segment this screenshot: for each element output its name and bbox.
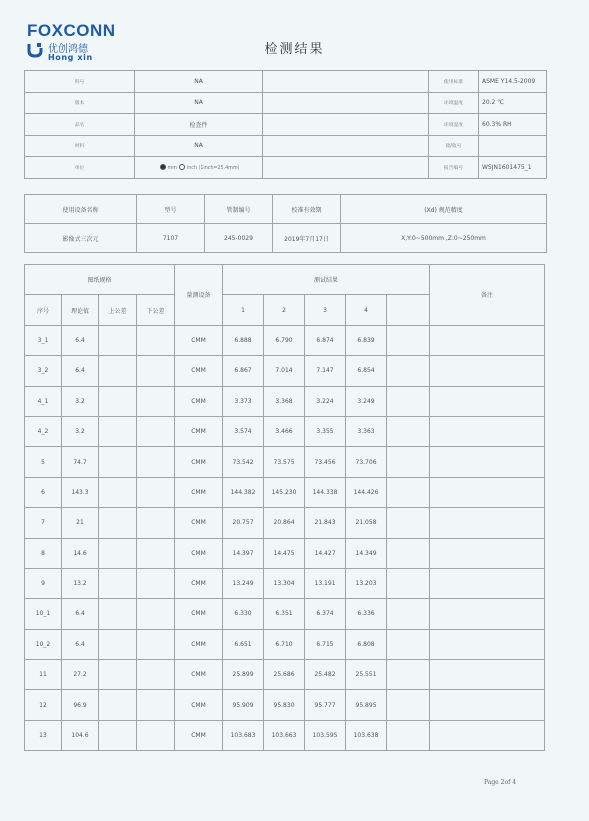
result-value: 73.575 [264, 447, 305, 477]
table-row [25, 629, 545, 659]
lower-tolerance [137, 447, 175, 477]
page-title: 检测结果 [264, 42, 325, 57]
upper-tolerance [99, 538, 137, 568]
remark-cell [430, 325, 545, 355]
row-id: 3_2 [25, 356, 62, 386]
equipment-value-row [25, 224, 547, 253]
report-label: 报告编号 [429, 157, 479, 179]
sub-header: 下公差 [137, 295, 175, 325]
remark-header: 备注 [430, 265, 545, 326]
upper-tolerance [99, 416, 137, 446]
info-value: 60.3% RH [479, 114, 547, 136]
info-label: 使用标准 [429, 71, 479, 93]
sub-header: 序号 [25, 295, 62, 325]
method: CMM [175, 356, 223, 386]
result-value: 3.373 [223, 386, 264, 416]
upper-tolerance [99, 508, 137, 538]
result-value: 6.888 [223, 325, 264, 355]
row-id: 10_2 [25, 629, 62, 659]
lower-tolerance [137, 629, 175, 659]
method: CMM [175, 508, 223, 538]
remark-cell [430, 629, 545, 659]
equipment-header-row [25, 195, 547, 224]
nominal-value: 27.2 [62, 660, 99, 690]
row-id: 10_1 [25, 599, 62, 629]
method: CMM [175, 538, 223, 568]
equipment-header: 管制编号 [205, 195, 273, 224]
remark-cell [430, 477, 545, 507]
upper-tolerance [99, 629, 137, 659]
remark-cell [430, 690, 545, 720]
info-label: 接/收号 [429, 135, 479, 157]
empty-cell [387, 325, 430, 355]
upper-tolerance [99, 325, 137, 355]
table-row [25, 356, 545, 386]
sample-number: 4 [346, 295, 387, 325]
info-label: 环境湿度 [429, 114, 479, 136]
method: CMM [175, 416, 223, 446]
result-value: 95.830 [264, 690, 305, 720]
unit-inch-label: inch (1inch=25.4mm) [186, 165, 240, 171]
logo-wordmark: FOXCONN [27, 21, 116, 40]
remark-cell [430, 538, 545, 568]
result-value: 73.706 [346, 447, 387, 477]
result-value: 6.651 [223, 629, 264, 659]
lower-tolerance [137, 660, 175, 690]
remark-cell [430, 447, 545, 477]
equipment-value: X,Y:0~500mm ,Z:0~250mm [341, 224, 547, 253]
empty-cell [263, 157, 429, 179]
sub-header: 理论值 [62, 295, 99, 325]
info-label: 材料 [25, 135, 135, 157]
result-value: 145.230 [264, 477, 305, 507]
page-number: Page 2of 4 [484, 779, 517, 786]
info-row-unit [25, 157, 547, 179]
row-id: 8 [25, 538, 62, 568]
method: CMM [175, 477, 223, 507]
nominal-value: 6.4 [62, 356, 99, 386]
table-row [25, 325, 545, 355]
result-value: 25.686 [264, 660, 305, 690]
spec-header: 图纸规格 [25, 265, 175, 295]
nominal-value: 6.4 [62, 599, 99, 629]
upper-tolerance [99, 356, 137, 386]
results-table [24, 264, 545, 751]
results-header: 测试结果 [223, 265, 430, 295]
result-value: 3.224 [305, 386, 346, 416]
nominal-value: 104.6 [62, 720, 99, 750]
unit-label: 单位 [25, 157, 135, 179]
equipment-value: 影像式三次元 [25, 224, 137, 253]
empty-cell [263, 71, 429, 93]
remark-cell [430, 599, 545, 629]
result-value: 14.397 [223, 538, 264, 568]
info-row [25, 135, 547, 157]
empty-cell [387, 416, 430, 446]
lower-tolerance [137, 538, 175, 568]
method: CMM [175, 599, 223, 629]
nominal-value: 3.2 [62, 386, 99, 416]
unit-mm-radio[interactable] [160, 164, 166, 170]
table-row [25, 508, 545, 538]
method: CMM [175, 660, 223, 690]
upper-tolerance [99, 477, 137, 507]
result-value: 3.355 [305, 416, 346, 446]
row-id: 4_2 [25, 416, 62, 446]
remark-cell [430, 660, 545, 690]
result-value: 6.336 [346, 599, 387, 629]
result-value: 25.482 [305, 660, 346, 690]
result-value: 144.338 [305, 477, 346, 507]
row-id: 6 [25, 477, 62, 507]
nominal-value: 6.4 [62, 325, 99, 355]
result-value: 103.663 [264, 720, 305, 750]
result-value: 13.249 [223, 568, 264, 598]
info-value: 20.2 ℃ [479, 92, 547, 114]
empty-cell [387, 295, 430, 325]
result-value: 6.874 [305, 325, 346, 355]
sub-header: 上公差 [99, 295, 137, 325]
info-table [24, 70, 547, 179]
equipment-header: 型号 [137, 195, 205, 224]
result-value: 6.854 [346, 356, 387, 386]
table-row [25, 386, 545, 416]
equipment-header: (Xd) 规范精度 [341, 195, 547, 224]
method: CMM [175, 447, 223, 477]
result-value: 7.014 [264, 356, 305, 386]
lower-tolerance [137, 690, 175, 720]
result-value: 6.330 [223, 599, 264, 629]
row-id: 7 [25, 508, 62, 538]
method: CMM [175, 690, 223, 720]
result-value: 13.304 [264, 568, 305, 598]
empty-cell [387, 386, 430, 416]
nominal-value: 6.4 [62, 629, 99, 659]
lower-tolerance [137, 508, 175, 538]
info-row [25, 92, 547, 114]
lower-tolerance [137, 356, 175, 386]
result-value: 144.426 [346, 477, 387, 507]
sample-number: 2 [264, 295, 305, 325]
empty-cell [387, 599, 430, 629]
result-value: 6.715 [305, 629, 346, 659]
result-value: 3.466 [264, 416, 305, 446]
result-value: 73.456 [305, 447, 346, 477]
empty-cell [387, 508, 430, 538]
equipment-header: 使用设备名称 [25, 195, 137, 224]
lower-tolerance [137, 416, 175, 446]
nominal-value: 14.6 [62, 538, 99, 568]
result-value: 6.790 [264, 325, 305, 355]
table-row [25, 477, 545, 507]
info-value: NA [135, 71, 263, 93]
row-id: 5 [25, 447, 62, 477]
info-row [25, 71, 547, 93]
results-header-row [25, 265, 545, 295]
result-value: 3.363 [346, 416, 387, 446]
upper-tolerance [99, 720, 137, 750]
result-value: 95.909 [223, 690, 264, 720]
lower-tolerance [137, 477, 175, 507]
nominal-value: 143.3 [62, 477, 99, 507]
empty-cell [387, 477, 430, 507]
upper-tolerance [99, 599, 137, 629]
result-value: 21.843 [305, 508, 346, 538]
result-value: 20.864 [264, 508, 305, 538]
unit-mm-label: mm [167, 165, 177, 171]
nominal-value: 13.2 [62, 568, 99, 598]
empty-cell [387, 690, 430, 720]
result-value: 144.382 [223, 477, 264, 507]
upper-tolerance [99, 690, 137, 720]
lower-tolerance [137, 720, 175, 750]
remark-cell [430, 720, 545, 750]
info-label: 版本 [25, 92, 135, 114]
remark-cell [430, 356, 545, 386]
result-value: 25.551 [346, 660, 387, 690]
row-id: 9 [25, 568, 62, 598]
empty-cell [387, 720, 430, 750]
empty-cell [263, 135, 429, 157]
result-value: 13.203 [346, 568, 387, 598]
info-label: 环境温度 [429, 92, 479, 114]
result-value: 103.638 [346, 720, 387, 750]
result-value: 73.542 [223, 447, 264, 477]
result-value: 6.839 [346, 325, 387, 355]
info-label: 料号 [25, 71, 135, 93]
result-value: 3.249 [346, 386, 387, 416]
upper-tolerance [99, 660, 137, 690]
equipment-value: 7107 [137, 224, 205, 253]
unit-inch-radio[interactable] [179, 164, 185, 170]
empty-cell [263, 114, 429, 136]
lower-tolerance [137, 568, 175, 598]
sample-number: 3 [305, 295, 346, 325]
table-row [25, 568, 545, 598]
info-value: NA [135, 135, 263, 157]
method-header: 量测设备 [175, 265, 223, 326]
result-value: 13.191 [305, 568, 346, 598]
empty-cell [387, 447, 430, 477]
result-value: 3.574 [223, 416, 264, 446]
result-value: 95.777 [305, 690, 346, 720]
row-id: 3_1 [25, 325, 62, 355]
table-row [25, 660, 545, 690]
empty-cell [387, 538, 430, 568]
result-value: 25.899 [223, 660, 264, 690]
remark-cell [430, 416, 545, 446]
nominal-value: 96.9 [62, 690, 99, 720]
info-value: 检查件 [135, 114, 263, 136]
result-value: 6.374 [305, 599, 346, 629]
method: CMM [175, 568, 223, 598]
unit-options [135, 157, 263, 179]
nominal-value: 21 [62, 508, 99, 538]
result-value: 103.595 [305, 720, 346, 750]
upper-tolerance [99, 568, 137, 598]
result-value: 20.757 [223, 508, 264, 538]
info-label: 品名 [25, 114, 135, 136]
row-id: 11 [25, 660, 62, 690]
info-value: ASME Y14.5-2009 [479, 71, 547, 93]
result-value: 14.475 [264, 538, 305, 568]
equipment-table [24, 194, 547, 253]
lower-tolerance [137, 325, 175, 355]
empty-cell [387, 629, 430, 659]
remark-cell [430, 386, 545, 416]
logo-chinese-name: 优创鸿德 [48, 44, 88, 55]
table-row [25, 447, 545, 477]
result-value: 6.710 [264, 629, 305, 659]
method: CMM [175, 720, 223, 750]
result-value: 7.147 [305, 356, 346, 386]
result-value: 103.683 [223, 720, 264, 750]
equipment-value: 2019年7月17日 [273, 224, 341, 253]
method: CMM [175, 386, 223, 416]
info-value: NA [135, 92, 263, 114]
upper-tolerance [99, 386, 137, 416]
empty-cell [387, 356, 430, 386]
result-value: 14.427 [305, 538, 346, 568]
lower-tolerance [137, 386, 175, 416]
equipment-value: 245-0029 [205, 224, 273, 253]
method: CMM [175, 325, 223, 355]
sample-number: 1 [223, 295, 264, 325]
info-row [25, 114, 547, 136]
table-row [25, 690, 545, 720]
result-value: 3.368 [264, 386, 305, 416]
equipment-header: 校准有效期 [273, 195, 341, 224]
table-row [25, 538, 545, 568]
info-value [479, 135, 547, 157]
remark-cell [430, 508, 545, 538]
row-id: 12 [25, 690, 62, 720]
row-id: 4_1 [25, 386, 62, 416]
nominal-value: 3.2 [62, 416, 99, 446]
empty-cell [263, 92, 429, 114]
result-value: 6.867 [223, 356, 264, 386]
result-value: 21.058 [346, 508, 387, 538]
result-value: 95.895 [346, 690, 387, 720]
nominal-value: 74.7 [62, 447, 99, 477]
result-value: 14.349 [346, 538, 387, 568]
table-row [25, 416, 545, 446]
empty-cell [387, 660, 430, 690]
upper-tolerance [99, 447, 137, 477]
table-row [25, 599, 545, 629]
lower-tolerance [137, 599, 175, 629]
result-value: 6.808 [346, 629, 387, 659]
report-number: WSJN1601475_1 [479, 157, 547, 179]
result-value: 6.351 [264, 599, 305, 629]
row-id: 13 [25, 720, 62, 750]
remark-cell [430, 568, 545, 598]
logo-english-name: Hong xin [48, 53, 93, 62]
empty-cell [387, 568, 430, 598]
method: CMM [175, 629, 223, 659]
table-row [25, 720, 545, 750]
